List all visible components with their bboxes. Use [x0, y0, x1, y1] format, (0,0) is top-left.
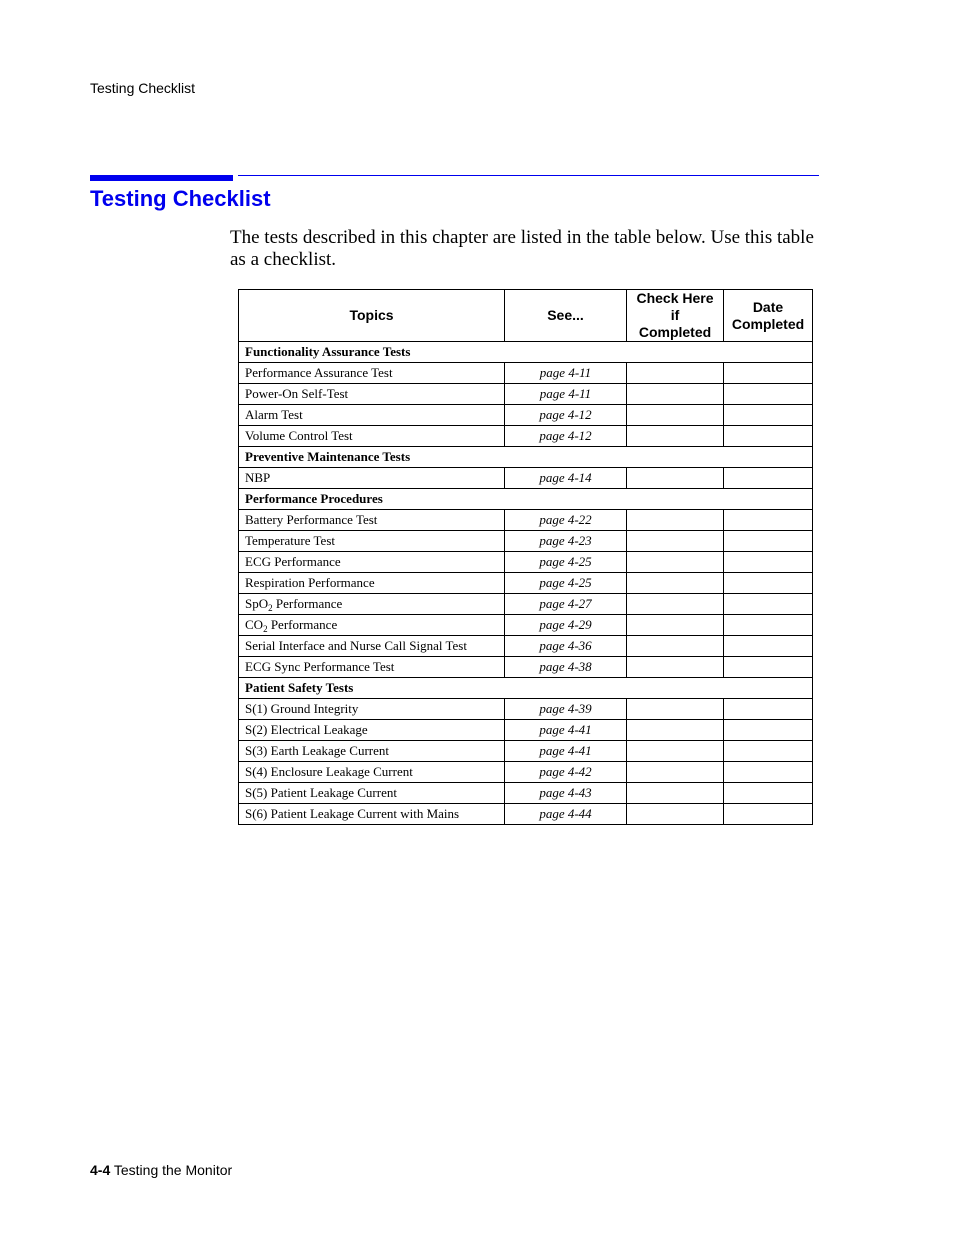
check-completed-cell — [627, 783, 724, 804]
date-completed-cell — [724, 741, 813, 762]
section-title: Testing Checklist — [90, 186, 271, 211]
table-row — [239, 657, 813, 678]
page-reference: page 4-44 — [505, 804, 627, 825]
date-completed-cell — [724, 426, 813, 447]
check-completed-cell — [627, 363, 724, 384]
section-rule-thin — [238, 175, 819, 176]
topic-cell — [239, 594, 505, 615]
topic-text: ECG Sync Performance Test — [245, 659, 395, 674]
table-row — [239, 741, 813, 762]
group-title: Functionality Assurance Tests — [239, 342, 813, 363]
table-row — [239, 531, 813, 552]
date-completed-cell — [724, 405, 813, 426]
topic-cell — [239, 615, 505, 636]
date-completed-cell — [724, 636, 813, 657]
table-row — [239, 699, 813, 720]
check-completed-cell — [627, 699, 724, 720]
date-completed-cell — [724, 783, 813, 804]
check-completed-cell — [627, 741, 724, 762]
topic-cell — [239, 657, 505, 678]
table-row — [239, 762, 813, 783]
date-completed-cell — [724, 804, 813, 825]
topic-cell — [239, 804, 505, 825]
header-see: See... — [505, 290, 627, 342]
header-date-line2: Completed — [731, 315, 805, 332]
topic-cell — [239, 762, 505, 783]
topic-cell — [239, 741, 505, 762]
table-group-row — [239, 447, 813, 468]
page-reference: page 4-14 — [505, 468, 627, 489]
topic-cell — [239, 552, 505, 573]
running-header: Testing Checklist — [90, 80, 196, 96]
topic-text: Temperature Test — [245, 533, 335, 548]
topic-text: S(2) Electrical Leakage — [245, 722, 368, 737]
table-group-row — [239, 342, 813, 363]
topic-cell — [239, 426, 505, 447]
header-topics: Topics — [239, 290, 505, 342]
table-row — [239, 510, 813, 531]
topic-cell — [239, 531, 505, 552]
topic-cell — [239, 510, 505, 531]
table-group-row — [239, 489, 813, 510]
date-completed-cell — [724, 720, 813, 741]
table-row — [239, 405, 813, 426]
page-reference: page 4-23 — [505, 531, 627, 552]
check-completed-cell — [627, 636, 724, 657]
topic-text: Volume Control Test — [245, 428, 353, 443]
table-body — [239, 342, 813, 825]
page-footer — [90, 1162, 232, 1178]
topic-cell — [239, 384, 505, 405]
page-reference: page 4-27 — [505, 594, 627, 615]
check-completed-cell — [627, 720, 724, 741]
date-completed-cell — [724, 615, 813, 636]
check-completed-cell — [627, 531, 724, 552]
topic-cell — [239, 405, 505, 426]
header-check-line1: Check Here — [636, 290, 714, 306]
check-completed-cell — [627, 510, 724, 531]
topic-text: S(3) Earth Leakage Current — [245, 743, 390, 758]
section-rule-thick — [90, 175, 233, 181]
date-completed-cell — [724, 762, 813, 783]
footer-page-number: 4-4 — [90, 1162, 111, 1178]
table-row — [239, 552, 813, 573]
date-completed-cell — [724, 510, 813, 531]
table-row — [239, 363, 813, 384]
page-reference: page 4-41 — [505, 720, 627, 741]
header-check-line2: if Completed — [638, 307, 712, 340]
date-completed-cell — [724, 468, 813, 489]
footer-chapter: Testing the Monitor — [113, 1162, 233, 1178]
topic-text: Respiration Performance — [245, 575, 375, 590]
date-completed-cell — [724, 594, 813, 615]
intro-paragraph: The tests described in this chapter are listed in the table below. Use this table as a checklist. — [230, 227, 814, 270]
topic-text: S(6) Patient Leakage Current with Mains — [245, 806, 460, 821]
table-row — [239, 594, 813, 615]
group-title: Performance Procedures — [239, 489, 813, 510]
testing-checklist-table — [238, 289, 813, 825]
topic-cell — [239, 783, 505, 804]
check-completed-cell — [627, 405, 724, 426]
topic-text: CO — [245, 617, 264, 632]
table-row — [239, 720, 813, 741]
topic-text: NBP — [245, 470, 271, 485]
topic-cell — [239, 699, 505, 720]
table-row — [239, 384, 813, 405]
date-completed-cell — [724, 573, 813, 594]
table-row — [239, 783, 813, 804]
page-reference: page 4-11 — [505, 384, 627, 405]
table-row — [239, 468, 813, 489]
date-completed-cell — [724, 657, 813, 678]
header-check-here — [627, 290, 724, 342]
topic-text: Battery Performance Test — [245, 512, 378, 527]
topic-suffix: Performance — [272, 596, 343, 611]
topic-subscript: 2 — [263, 624, 268, 634]
topic-text: Performance Assurance Test — [245, 365, 393, 380]
topic-cell — [239, 720, 505, 741]
topic-text: S(4) Enclosure Leakage Current — [245, 764, 413, 779]
topic-text: ECG Performance — [245, 554, 341, 569]
date-completed-cell — [724, 699, 813, 720]
header-date-completed — [724, 290, 813, 342]
topic-text: Power-On Self-Test — [245, 386, 349, 401]
table-row — [239, 573, 813, 594]
page-reference: page 4-25 — [505, 573, 627, 594]
page-reference: page 4-39 — [505, 699, 627, 720]
check-completed-cell — [627, 594, 724, 615]
topic-cell — [239, 636, 505, 657]
page-reference: page 4-29 — [505, 615, 627, 636]
page-reference: page 4-22 — [505, 510, 627, 531]
table-row — [239, 426, 813, 447]
page-reference: page 4-38 — [505, 657, 627, 678]
table-row — [239, 615, 813, 636]
topic-text: S(5) Patient Leakage Current — [245, 785, 397, 800]
topic-text: S(1) Ground Integrity — [245, 701, 359, 716]
topic-text: SpO — [245, 596, 269, 611]
page-reference: page 4-41 — [505, 741, 627, 762]
table-row — [239, 636, 813, 657]
group-title: Patient Safety Tests — [239, 678, 813, 699]
table-group-row — [239, 678, 813, 699]
topic-text: Alarm Test — [245, 407, 303, 422]
topic-suffix: Performance — [267, 617, 338, 632]
topic-text: Serial Interface and Nurse Call Signal Test — [245, 638, 467, 653]
topic-cell — [239, 468, 505, 489]
check-completed-cell — [627, 552, 724, 573]
date-completed-cell — [724, 384, 813, 405]
date-completed-cell — [724, 531, 813, 552]
page-reference: page 4-43 — [505, 783, 627, 804]
page-reference: page 4-42 — [505, 762, 627, 783]
page-reference: page 4-12 — [505, 405, 627, 426]
topic-cell — [239, 363, 505, 384]
page-reference: page 4-12 — [505, 426, 627, 447]
check-completed-cell — [627, 573, 724, 594]
check-completed-cell — [627, 804, 724, 825]
check-completed-cell — [627, 762, 724, 783]
table-row — [239, 804, 813, 825]
check-completed-cell — [627, 426, 724, 447]
topic-subscript: 2 — [268, 603, 273, 613]
group-title: Preventive Maintenance Tests — [239, 447, 813, 468]
check-completed-cell — [627, 384, 724, 405]
page-reference: page 4-11 — [505, 363, 627, 384]
date-completed-cell — [724, 363, 813, 384]
check-completed-cell — [627, 657, 724, 678]
topic-cell — [239, 573, 505, 594]
check-completed-cell — [627, 615, 724, 636]
date-completed-cell — [724, 552, 813, 573]
page-reference: page 4-25 — [505, 552, 627, 573]
check-completed-cell — [627, 468, 724, 489]
table-header-row — [239, 290, 813, 342]
page-reference: page 4-36 — [505, 636, 627, 657]
header-date-line1: Date — [752, 298, 784, 315]
